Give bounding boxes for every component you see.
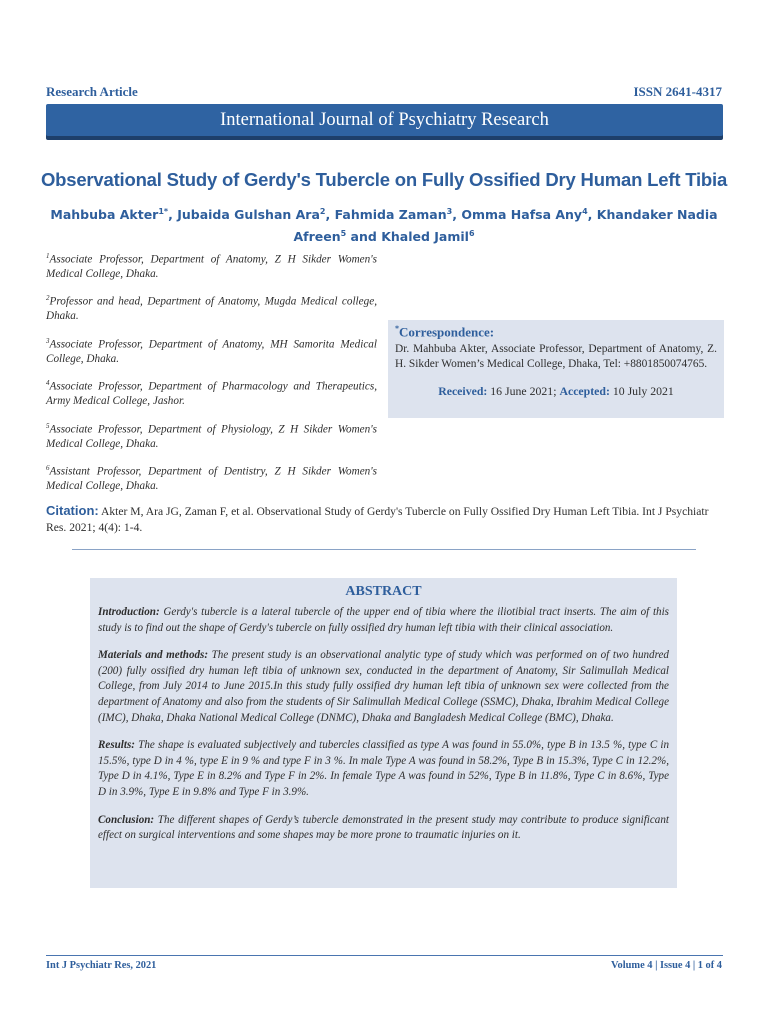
citation xyxy=(46,503,723,536)
correspondence-star: * xyxy=(395,324,399,333)
abstract-title: ABSTRACT xyxy=(345,584,422,599)
affiliation-1 xyxy=(46,249,377,281)
section-text: The present study is an observational analytic type of study which was performed on of two hundred (200) fully ossified dry human left tibia of unknown sex, conducted in the department of Anatomy, Sir Salimullah Medical College, from July 2014 to June 2015.In this study fully ossified dry human left tibia of unknown sex were collected from the department of Anatomy and also from the students of Sir Salimullah Medical College (SSMC), Dhaka, Ibrahim Medical College (IMC), Dhaka, Dhaka National Medical College (DNMC), Dhaka and Bangladesh Medical College (BMC), Dhaka. xyxy=(98,649,669,724)
author-name: Omma Hafsa Any xyxy=(461,207,583,223)
correspondence-box xyxy=(388,320,724,418)
article-title: Observational Study of Gerdy's Tubercle on Fully Ossified Dry Human Left Tibia xyxy=(40,169,728,190)
correspondence-label: Correspondence: xyxy=(399,324,495,340)
affiliation-3 xyxy=(46,334,377,366)
abstract-box xyxy=(90,578,677,888)
author-superscript: 6 xyxy=(468,229,475,239)
author-superscript: 4 xyxy=(582,207,588,216)
dates-separator: ; xyxy=(553,384,557,399)
affiliation-text: Professor and head, Department of Anatomy, Mugda Medical college, Dhaka. xyxy=(46,295,377,322)
author-superscript: 5 xyxy=(340,229,347,239)
accepted-label: Accepted: xyxy=(559,384,610,399)
affiliation-5 xyxy=(46,419,377,451)
section-text: The shape is evaluated subjectively and tubercles classified as type A was found in 55.0%, type B in 13.5 %, type C in 15.5%, type D in 4 %, type E in 9 % and type F in 3 %. In male Type A was found in 58.2%, Type B in 15.3%, Type C in 12.2%, Type D in 4.1%, Type E in 8.2% and Type F in 2%. In female Type A was found in 52%, Type B in 11.8%, Type C in 8.6%, Type D in 3.9%, Type E in 9.8% and Type F in 3.9%. xyxy=(98,739,670,798)
author-superscript: 1* xyxy=(158,207,169,216)
abstract-methods xyxy=(98,648,669,726)
author-separator: , xyxy=(452,207,462,223)
correspondence-title xyxy=(395,324,717,340)
affiliation-text: Associate Professor, Department of Anatomy, MH Samorita Medical College, Dhaka. xyxy=(46,338,377,365)
author-separator: , xyxy=(325,207,335,223)
dates-line xyxy=(395,384,717,399)
article-type-label: Research Article xyxy=(46,84,138,99)
received-date: 16 June 2021 xyxy=(490,384,554,399)
affiliation-4 xyxy=(46,376,377,408)
affiliation-number: 2 xyxy=(46,294,50,302)
abstract-introduction xyxy=(98,605,669,636)
section-text: Gerdy's tubercle is a lateral tubercle of the upper end of tibia where the iliotibial tract inserts. The aim of this study is to find out the shape of Gerdy's tubercle on fully ossified dry human left tibia with their clinical association. xyxy=(98,606,670,634)
affiliation-number: 5 xyxy=(46,422,50,430)
author-name: Khandaker Nadia Afreen xyxy=(293,207,718,245)
section-label: Results: xyxy=(98,739,135,752)
section-text: The different shapes of Gerdy’s tubercle demonstrated in the present study may contribute to produce significant effect on surgical interventions and some shapes may be more prone to traumatic injuries on it. xyxy=(98,813,669,842)
abstract-results xyxy=(98,738,669,800)
affiliation-number: 1 xyxy=(46,252,50,260)
author-name: Mahbuba Akter xyxy=(50,207,159,223)
section-divider xyxy=(72,549,696,550)
section-label: Conclusion: xyxy=(98,813,155,826)
footer-journal-ref: Int J Psychiatr Res, 2021 xyxy=(46,960,157,971)
affiliation-number: 4 xyxy=(46,379,50,387)
affiliation-text: Associate Professor, Department of Anatomy, Z H Sikder Women's Medical College, Dhaka. xyxy=(46,253,377,280)
author-separator: , xyxy=(587,207,597,223)
footer-page-info: Volume 4 | Issue 4 | 1 of 4 xyxy=(611,960,722,971)
received-label: Received: xyxy=(438,384,488,399)
affiliation-6 xyxy=(46,461,377,493)
affiliation-text: Associate Professor, Department of Physiology, Z H Sikder Women's Medical College, Dhaka. xyxy=(46,423,377,450)
author-superscript: 3 xyxy=(446,207,453,216)
author-name: Jubaida Gulshan Ara xyxy=(177,207,320,223)
section-label: Introduction: xyxy=(98,606,160,618)
issn-label: ISSN 2641-4317 xyxy=(633,84,722,99)
abstract-conclusion xyxy=(98,813,669,844)
author-separator: and xyxy=(346,229,382,245)
footer-divider xyxy=(46,955,723,956)
affiliation-text: Associate Professor, Department of Pharmacology and Therapeutics, Army Medical College, Jashor. xyxy=(46,380,377,407)
author-list xyxy=(50,202,718,246)
affiliation-2 xyxy=(46,291,377,323)
citation-text: Akter M, Ara JG, Zaman F, et al. Observational Study of Gerdy's Tubercle on Fully Ossified Dry Human Left Tibia. Int J Psychiatr Res. 2021; 4(4): 1-4. xyxy=(46,505,709,534)
author-separator: , xyxy=(168,207,178,223)
correspondence-text: Dr. Mahbuba Akter, Associate Professor, Department of Anatomy, Z. H. Sikder Women’s Medical College, Dhaka, Tel: +8801850074765. xyxy=(395,343,717,370)
affiliation-text: Assistant Professor, Department of Dentistry, Z H Sikder Women's Medical College, Dhaka. xyxy=(46,465,377,492)
affiliation-number: 3 xyxy=(46,337,50,345)
author-superscript: 2 xyxy=(319,207,326,216)
section-label: Materials and methods: xyxy=(98,649,209,662)
accepted-date: 10 July 2021 xyxy=(612,384,674,399)
author-name: Fahmida Zaman xyxy=(334,207,447,223)
citation-label: Citation: xyxy=(46,503,99,518)
affiliation-number: 6 xyxy=(46,464,50,472)
journal-banner: International Journal of Psychiatry Research xyxy=(46,104,723,136)
author-name: Khaled Jamil xyxy=(381,229,469,245)
